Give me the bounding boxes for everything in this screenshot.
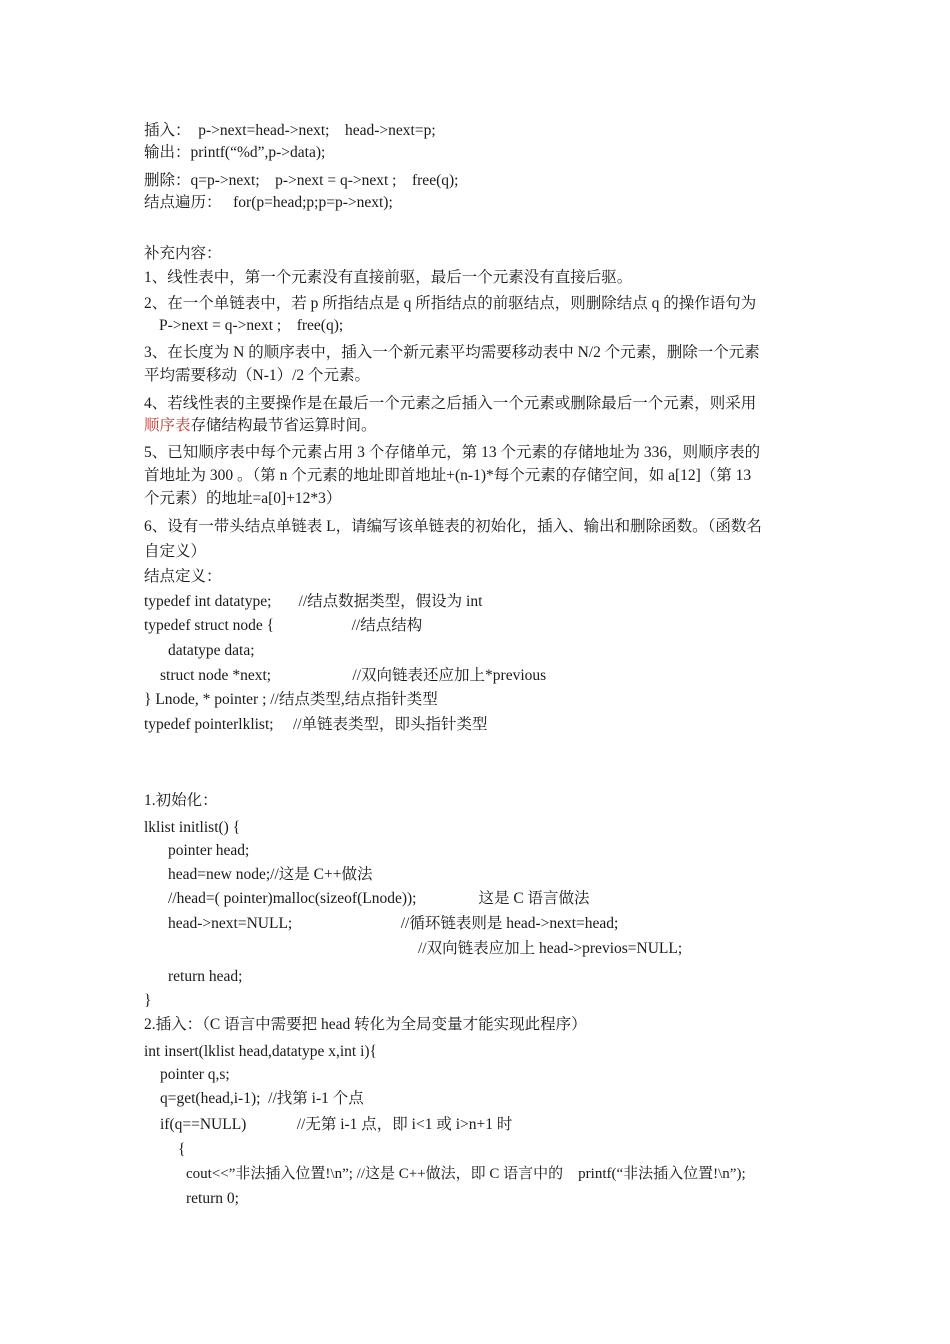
insert-title: 2.插入：（C 语言中需要把 head 转化为全局变量才能实现此程序） <box>144 1016 587 1033</box>
code-line: } Lnode, * pointer ; //结点类型,结点指针类型 <box>144 691 438 708</box>
code-line: head->next=NULL; //循环链表则是 head->next=head; <box>168 915 619 932</box>
code-line: cout<<”非法插入位置!\n”; //这是 C++做法，即 C 语言中的 printf(“非法插入位置!\n”); <box>186 1166 746 1182</box>
code-line: //双向链表应加上 head->previos=NULL; <box>418 940 683 957</box>
code-line: { <box>178 1141 186 1158</box>
op-output: 输出：printf(“%d”,p->data); <box>144 144 326 161</box>
item-3-line-2: 平均需要移动（N-1）/2 个元素。 <box>144 367 371 384</box>
item-5-line-2: 首地址为 300 。（第 n 个元素的地址即首地址+(n-1)*每个元素的存储空间，如 a[12]（第 13 <box>144 467 752 484</box>
code-line: typedef int datatype; //结点数据类型，假设为 int <box>144 593 483 610</box>
code-line: if(q==NULL) //无第 i-1 点，即 i<1 或 i>n+1 时 <box>160 1116 513 1133</box>
init-title: 1.初始化： <box>144 792 218 809</box>
code-line: typedef pointerlklist; //单链表类型，即头指针类型 <box>144 716 488 733</box>
item-4-line-1: 4、若线性表的主要操作是在最后一个元素之后插入一个元素或删除最后一个元素，则采用 <box>144 395 757 412</box>
op-insert: 插入： p->next=head->next; head->next=p; <box>144 122 436 139</box>
item-5-line-3: 个元素）的地址=a[0]+12*3） <box>144 490 342 507</box>
item-5-line-1: 5、已知顺序表中每个元素占用 3 个存储单元，第 13 个元素的存储地址为 336，则顺序表的 <box>144 444 761 461</box>
item-1: 1、线性表中，第一个元素没有直接前驱，最后一个元素没有直接后驱。 <box>144 269 633 286</box>
code-line: lklist initlist() { <box>144 819 241 836</box>
item-4-line-2 <box>144 416 377 436</box>
code-line: return head; <box>168 968 243 985</box>
item-3-line-1: 3、在长度为 N 的顺序表中，插入一个新元素平均需要移动表中 N/2 个元素，删除一个元素 <box>144 344 760 361</box>
item-6-line-1: 6、设有一带头结点单链表 L，请编写该单链表的初始化，插入、输出和删除函数。（函数名 <box>144 518 762 535</box>
item-6-line-2: 自定义） <box>144 543 207 560</box>
item-2-line-2: P->next = q->next ; free(q); <box>159 317 344 334</box>
op-delete: 删除：q=p->next; p->next = q->next ; free(q); <box>144 172 459 189</box>
code-line: struct node *next; //双向链表还应加上*previous <box>160 667 547 684</box>
supplement-title: 补充内容： <box>144 245 222 262</box>
code-line: //head=( pointer)malloc(sizeof(Lnode)); 这是 C 语言做法 <box>168 890 590 907</box>
code-line: return 0; <box>186 1190 239 1207</box>
code-line: pointer q,s; <box>160 1066 230 1083</box>
code-line: typedef struct node { //结点结构 <box>144 617 423 634</box>
highlight-sequential-list: 顺序表 <box>144 417 191 434</box>
code-line: int insert(lklist head,datatype x,int i){ <box>144 1043 377 1060</box>
op-traverse: 结点遍历： for(p=head;p;p=p->next); <box>144 194 393 211</box>
code-line: datatype data; <box>168 642 255 659</box>
code-line: pointer head; <box>168 842 250 859</box>
node-def-title: 结点定义： <box>144 568 222 585</box>
code-line: } <box>144 992 152 1009</box>
item-2-line-1: 2、在一个单链表中，若 p 所指结点是 q 所指结点的前驱结点，则删除结点 q 的操作语句为 <box>144 295 757 312</box>
item-4-rest: 存储结构最节省运算时间。 <box>190 417 377 434</box>
code-line: head=new node;//这是 C++做法 <box>168 866 373 883</box>
code-line: q=get(head,i-1); //找第 i-1 个点 <box>160 1090 364 1107</box>
